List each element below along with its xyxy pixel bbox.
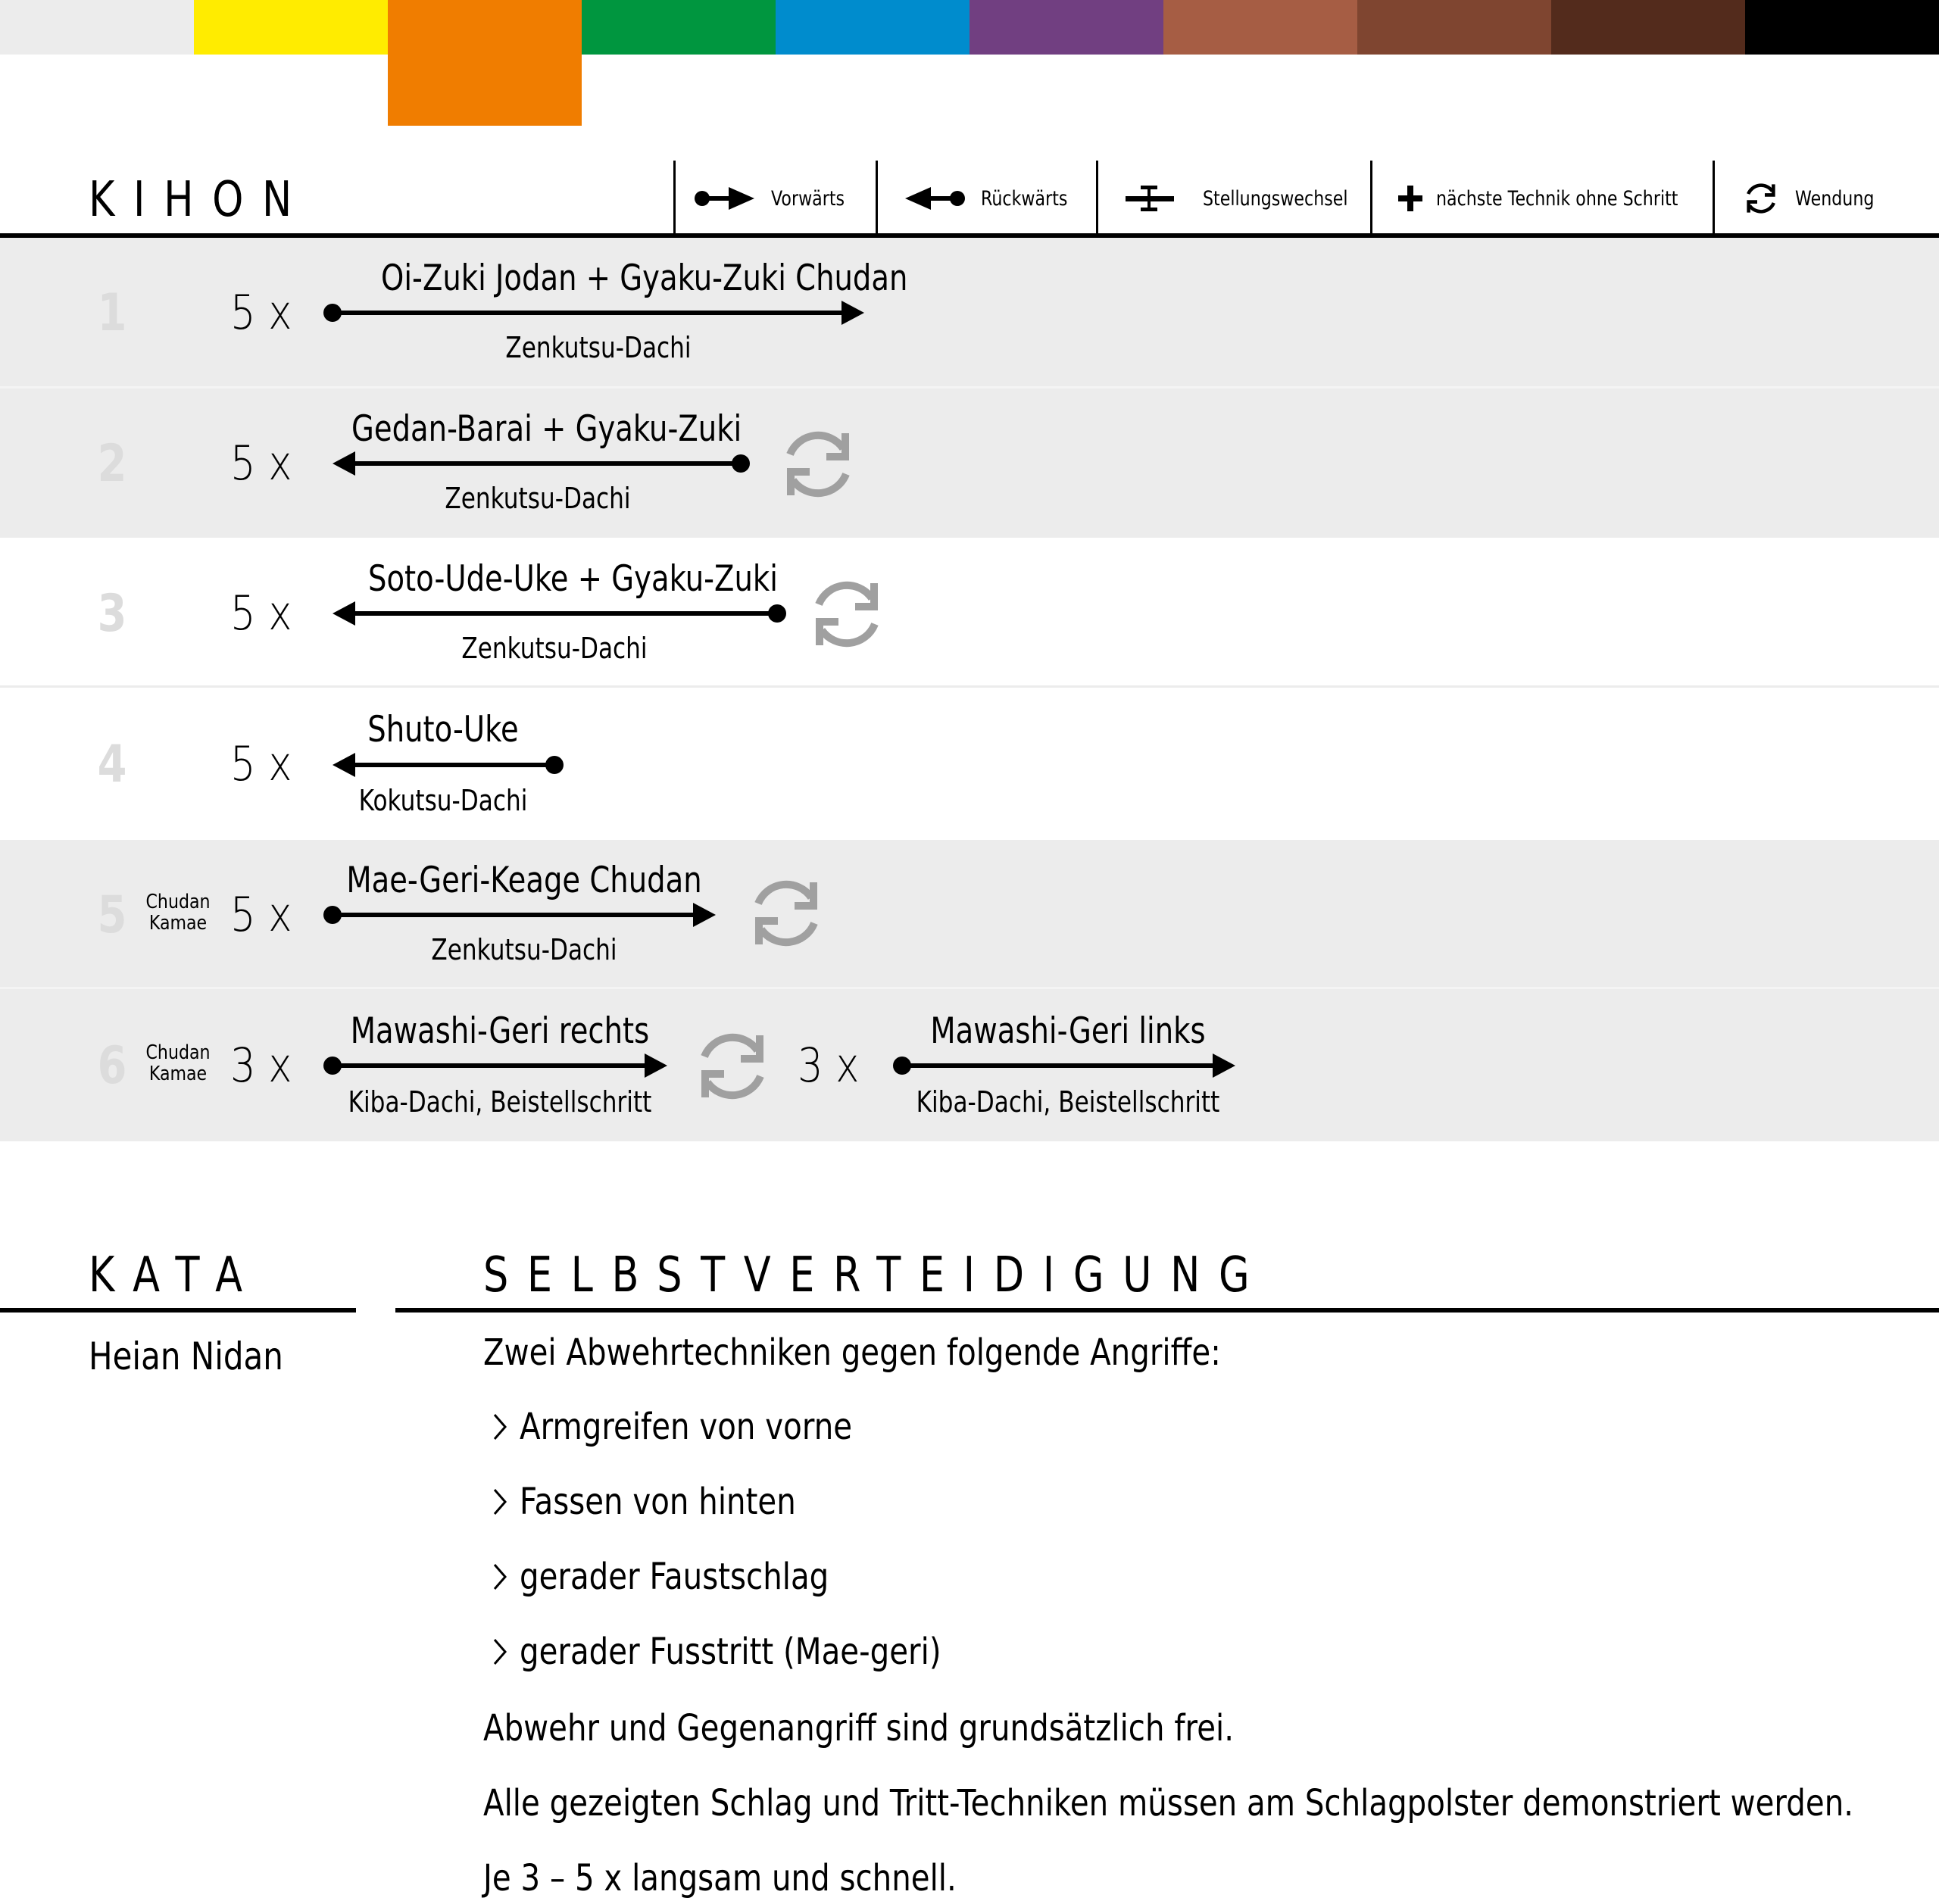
kihon-title: KIHON [89,172,311,228]
stance-label: Zenkutsu-Dachi [505,331,692,364]
belt-blue [776,0,970,55]
self-defense-rule [395,1308,1939,1313]
kihon-row [0,389,1939,538]
forward-arrow-icon [322,900,717,930]
repetitions: 5 x [230,435,292,491]
kamae-line: Chudan [145,1041,211,1064]
legend-label: nächste Technik ohne Schritt [1436,186,1678,211]
kihon-row [0,989,1939,1141]
belt-brown-3 [1551,0,1745,55]
turn-icon [1742,179,1780,218]
repetitions: 5 x [230,887,292,942]
technique-label-second: Mawashi-Geri links [930,1010,1206,1052]
row-number: 2 [97,434,127,494]
attack-label: gerader Faustschlag [520,1556,829,1598]
legend-label: Rückwärts [981,186,1068,211]
belt-green [582,0,776,55]
belt-white [0,0,194,55]
legend-divider [1096,161,1098,235]
repetitions-second: 3 x [798,1038,860,1093]
stance-label: Zenkutsu-Dachi [461,632,648,665]
self-defense-note: Je 3 – 5 x langsam und schnell. [483,1857,957,1899]
turn-icon [805,573,888,656]
self-defense-note: Abwehr und Gegenangriff sind grundsätzlich frei. [483,1707,1235,1749]
backward-arrow-icon [331,448,752,479]
kamae-line: Kamae [148,1063,208,1085]
stance-label: Zenkutsu-Dachi [431,933,617,966]
forward-arrow-icon [891,1050,1237,1081]
chevron-right-icon [492,1562,507,1592]
backward-arrow-icon [904,185,966,212]
legend-divider [1370,161,1372,235]
stance-label-second: Kiba-Dachi, Beistellschritt [916,1085,1220,1119]
stance-label: Kiba-Dachi, Beistellschritt [348,1085,652,1119]
kihon-row [0,238,1939,387]
attack-item [492,1481,848,1523]
kihon-row [0,688,1939,839]
repetitions: 5 x [230,736,292,791]
kata-title: KATA [89,1247,261,1303]
row-number: 4 [97,735,127,794]
technique-label: Oi-Zuki Jodan + Gyaku-Zuki Chudan [381,258,908,299]
attack-item [492,1556,888,1598]
self-defense-note: Alle gezeigten Schlag und Tritt-Techniken müssen am Schlagpolster demonstriert werden. [483,1782,1854,1824]
kihon-row [0,840,1939,987]
stance-label: Kokutsu-Dachi [358,784,528,817]
belt-orange-active [388,0,582,126]
forward-arrow-icon [322,1050,669,1081]
legend-item-forward [694,176,860,221]
legend-item-no-step [1398,176,1731,221]
backward-arrow-icon [331,750,566,780]
belt-brown-1 [1163,0,1357,55]
legend-divider [876,161,878,235]
stance-label: Zenkutsu-Dachi [445,482,631,515]
kihon-row [0,538,1939,687]
row-number: 6 [97,1036,127,1096]
attack-label: gerader Fusstritt (Mae-geri) [520,1631,941,1673]
forward-arrow-icon [322,298,866,328]
turn-icon [691,1025,774,1108]
kata-item: Heian Nidan [89,1334,283,1378]
legend-label: Stellungswechsel [1203,186,1348,211]
repetitions: 5 x [230,285,292,340]
technique-label: Mae-Geri-Keage Chudan [346,860,702,901]
row-number: 5 [97,885,127,945]
attack-item [492,1631,1022,1673]
legend-item-backward [904,176,1087,221]
belt-black [1745,0,1939,55]
repetitions: 3 x [230,1038,292,1093]
legend-divider [673,161,676,235]
turn-icon [745,872,828,955]
row-number: 1 [97,283,127,343]
attack-item [492,1406,916,1448]
forward-arrow-icon [694,185,756,212]
legend-item-stance-change [1126,176,1380,221]
belt-yellow [194,0,388,55]
self-defense-title: SELBSTVERTEIDIGUNG [483,1247,1269,1303]
backward-arrow-icon [331,598,788,629]
technique-label: Gedan-Barai + Gyaku-Zuki [351,408,742,450]
row-number: 3 [97,584,127,644]
turn-icon [776,423,860,506]
chevron-right-icon [492,1487,507,1517]
kamae-line: Kamae [148,912,208,935]
technique-label: Soto-Ude-Uke + Gyaku-Zuki [368,558,778,600]
chevron-right-icon [492,1412,507,1442]
legend-item-turn [1742,176,1891,221]
plus-icon [1398,184,1422,213]
stance-change-icon [1126,183,1174,214]
legend-label: Vorwärts [771,186,845,211]
belt-purple [970,0,1163,55]
chevron-right-icon [492,1637,507,1667]
kamae-label [146,891,211,934]
self-defense-intro: Zwei Abwehrtechniken gegen folgende Angriffe: [483,1331,1221,1374]
kata-rule [0,1308,356,1313]
attack-label: Armgreifen von vorne [520,1406,853,1448]
kamae-label [146,1042,211,1085]
technique-label: Shuto-Uke [367,709,519,751]
legend-label: Wendung [1795,186,1875,211]
belt-brown-2 [1357,0,1551,55]
legend-divider [1713,161,1715,235]
kamae-line: Chudan [145,891,211,913]
technique-label: Mawashi-Geri rechts [350,1010,650,1052]
attack-label: Fassen von hinten [520,1481,796,1523]
repetitions: 5 x [230,585,292,641]
